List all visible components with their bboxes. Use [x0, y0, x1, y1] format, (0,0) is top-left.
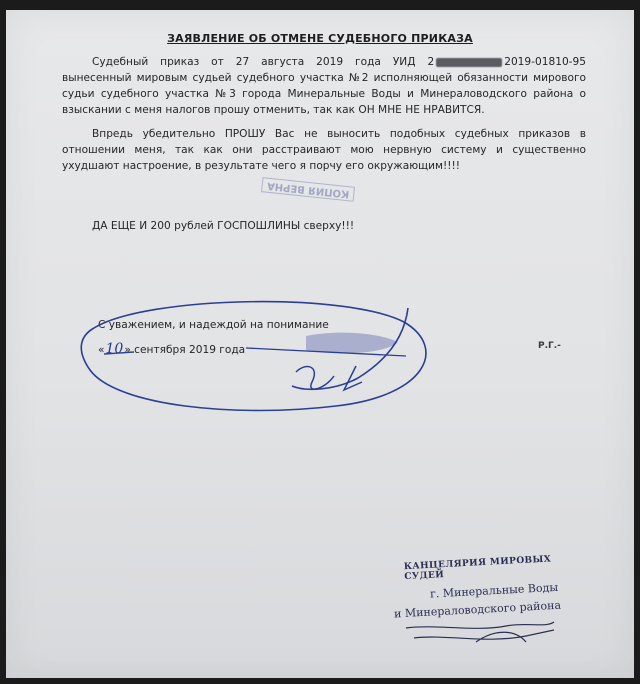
date-open-quote: «	[98, 344, 105, 356]
date-close-quote: »	[124, 344, 131, 356]
signature-smear	[306, 333, 398, 354]
court-office-stamp	[393, 554, 564, 621]
stamp-scribble-loop	[476, 632, 526, 642]
date-rest: сентября 2019 года	[134, 344, 246, 356]
date-line	[98, 341, 245, 357]
paragraph-court-order	[62, 54, 586, 118]
initials-mark: Р.Г.-	[538, 341, 561, 351]
document-title: ЗАЯВЛЕНИЕ ОБ ОТМЕНЕ СУДЕБНОГО ПРИКАЗА	[167, 32, 473, 45]
stamp-scribble-bottom	[414, 630, 554, 639]
redaction-bar	[436, 58, 502, 67]
signature-stroke-tail	[344, 366, 362, 390]
stamp-line-city: г. Минеральные Воды	[429, 580, 559, 601]
paragraph-court-order-start: Судебный приказ от 27 августа 2019 года УИД 2	[92, 56, 435, 68]
state-fee-line: ДА ЕЩЕ И 200 рублей ГОСПОШЛИНЫ сверху!!!	[92, 220, 355, 232]
closing-line: С уважением, и надеждой на понимание	[98, 319, 329, 331]
stamp-scribble-top	[406, 622, 554, 628]
paragraph-request	[62, 126, 586, 174]
stamp-line-office: КАНЦЕЛЯРИЯ МИРОВЫХ СУДЕЙ	[403, 554, 552, 583]
date-day-handwritten: 10	[105, 341, 124, 357]
document-page	[6, 10, 634, 678]
stamp-line-district: и Минераловодского района	[393, 598, 562, 621]
signature-stroke-loop	[296, 367, 334, 390]
paragraph-court-order-end: 2019-01810-95 вынесенный мировым судьей судебного участка №2 исполняющей обязанности мирового судьи судебного участка №3 города Минеральные Воды и Минераловодского района о взыскании с меня налогов прошу отменить, так как ОН МНЕ НЕ НРАВИТСЯ.	[62, 56, 586, 116]
faint-copy-stamp: КОПИЯ ВЕРНА	[261, 177, 355, 202]
paragraph-request-text: Впредь убедительно ПРОШУ Вас не выносить подобных судебных приказов в отношении меня, так как они расстраивают мою нервную систему и существенно ухудшают настроение, в результате чего я порчу его окружающим!!!!	[62, 128, 586, 172]
signature-stroke-line	[246, 348, 406, 356]
